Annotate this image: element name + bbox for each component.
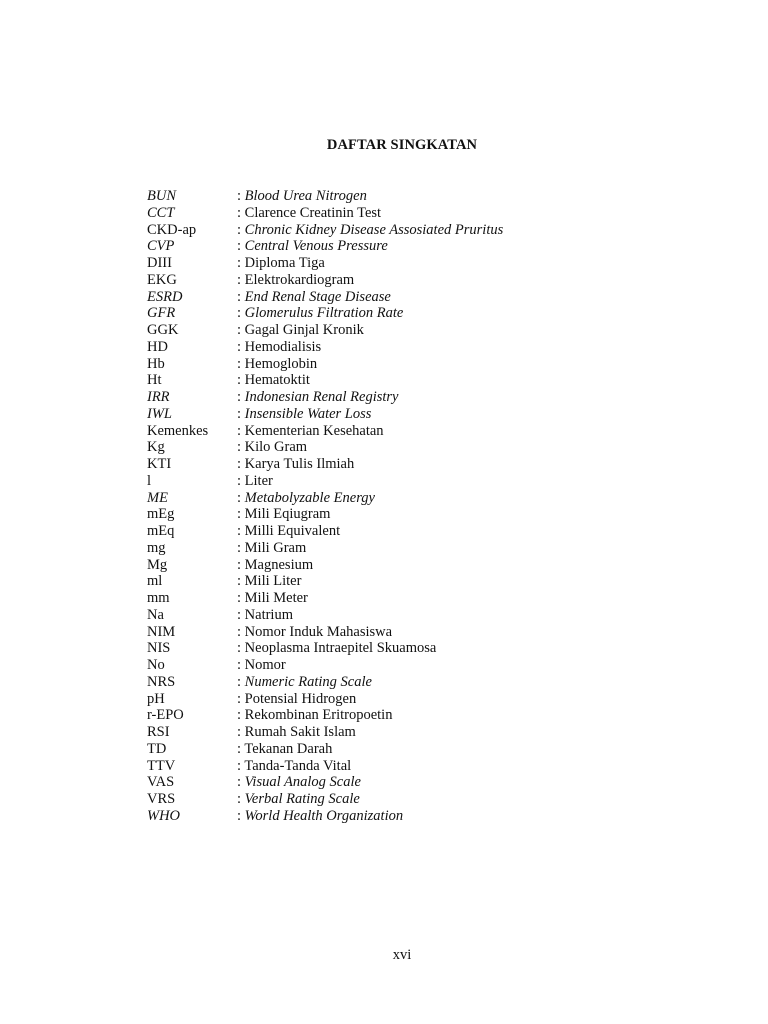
abbreviation-term: RSI: [147, 724, 170, 740]
abbreviation-definition-text: Potensial Hidrogen: [244, 690, 357, 707]
abbreviation-definition-text: Mili Meter: [244, 590, 308, 606]
page-number: xvi: [392, 947, 412, 963]
abbreviation-row: [147, 573, 667, 590]
abbreviation-term: BUN: [147, 188, 176, 204]
abbreviation-row: [147, 557, 667, 574]
abbreviation-term: Kemenkes: [147, 422, 209, 439]
abbreviation-definition-text: Chronic Kidney Disease Assosiated Pruritus: [244, 221, 504, 238]
abbreviation-definition-text: World Health Organization: [244, 807, 404, 824]
abbreviation-row: [147, 238, 667, 255]
abbreviation-definition: : Chronic Kidney Disease Assosiated Pruritus: [237, 221, 504, 238]
abbreviation-definition: : Diploma Tiga: [237, 255, 325, 271]
abbreviation-definition-text: Visual Analog Scale: [244, 774, 361, 791]
abbreviation-definition-text: Mili Liter: [244, 573, 302, 590]
abbreviation-row: [147, 691, 667, 708]
abbreviation-row: [147, 707, 667, 724]
abbreviation-term: TTV: [147, 757, 176, 774]
abbreviation-list: [147, 188, 667, 825]
abbreviation-definition: : Potensial Hidrogen: [237, 690, 357, 707]
abbreviation-definition-text: Metabolyzable Energy: [244, 489, 375, 506]
abbreviation-definition: : Elektrokardiogram: [237, 271, 355, 288]
abbreviation-definition-text: Kilo Gram: [244, 439, 308, 456]
abbreviation-definition-text: Blood Urea Nitrogen: [244, 188, 367, 204]
abbreviation-definition: : Tanda-Tanda Vital: [237, 757, 352, 774]
abbreviation-row: [147, 389, 667, 406]
abbreviation-definition: : Hemodialisis: [237, 338, 322, 355]
abbreviation-term: NIS: [147, 640, 171, 657]
abbreviation-row: [147, 607, 667, 624]
abbreviation-row: [147, 724, 667, 741]
abbreviation-term: Mg: [147, 556, 168, 573]
abbreviation-term: r-EPO: [147, 707, 184, 724]
abbreviation-definition-text: Neoplasma Intraepitel Skuamosa: [244, 640, 437, 657]
abbreviation-row: [147, 774, 667, 791]
abbreviation-definition: : Natrium: [237, 606, 293, 623]
abbreviation-row: [147, 406, 667, 423]
abbreviation-definition: : Glomerulus Filtration Rate: [237, 305, 404, 322]
abbreviation-row: [147, 188, 667, 205]
abbreviation-definition: : Visual Analog Scale: [237, 774, 361, 791]
abbreviation-definition: : Mili Eqiugram: [237, 506, 331, 523]
abbreviation-term: TD: [147, 740, 167, 757]
abbreviation-definition-text: Mili Gram: [244, 539, 307, 556]
abbreviation-definition: : Clarence Creatinin Test: [237, 204, 382, 221]
abbreviation-definition: : Hematoktit: [237, 372, 310, 389]
abbreviation-term: CKD-ap: [147, 221, 197, 238]
abbreviation-row: [147, 356, 667, 373]
abbreviation-term: Kg: [147, 439, 165, 456]
abbreviation-definition: : Hemoglobin: [237, 355, 318, 372]
abbreviation-row: [147, 372, 667, 389]
abbreviation-term: EKG: [147, 271, 177, 288]
abbreviation-definition: : Rumah Sakit Islam: [237, 724, 356, 740]
abbreviation-definition: : Central Venous Pressure: [237, 238, 388, 255]
abbreviation-definition: : Nomor Induk Mahasiswa: [237, 623, 393, 640]
abbreviation-definition-text: Numeric Rating Scale: [244, 673, 372, 690]
abbreviation-row: [147, 523, 667, 540]
abbreviation-row: [147, 590, 667, 607]
abbreviation-term: VAS: [147, 774, 175, 791]
abbreviation-term: mEq: [147, 523, 175, 539]
abbreviation-row: [147, 289, 667, 306]
abbreviation-definition-text: Kementerian Kesehatan: [244, 422, 384, 439]
abbreviation-definition-text: Karya Tulis Ilmiah: [244, 456, 355, 472]
abbreviation-term: mm: [147, 590, 170, 606]
abbreviation-row: [147, 640, 667, 657]
abbreviation-definition-text: Clarence Creatinin Test: [244, 204, 382, 221]
abbreviation-row: [147, 473, 667, 490]
abbreviation-row: [147, 255, 667, 272]
abbreviation-definition-text: Nomor: [244, 657, 286, 673]
abbreviation-definition-text: Rumah Sakit Islam: [244, 724, 356, 740]
abbreviation-row: [147, 339, 667, 356]
abbreviation-term: VRS: [147, 791, 176, 807]
abbreviation-term: No: [147, 657, 165, 673]
abbreviation-definition: : Magnesium: [237, 556, 314, 573]
abbreviation-definition: : Mili Meter: [237, 590, 308, 606]
abbreviation-row: [147, 423, 667, 440]
abbreviation-term: IRR: [147, 389, 170, 405]
abbreviation-row: [147, 791, 667, 808]
abbreviation-definition-text: Central Venous Pressure: [244, 238, 388, 255]
abbreviation-row: [147, 540, 667, 557]
abbreviation-term: NIM: [147, 623, 176, 640]
abbreviation-term: GFR: [147, 305, 176, 322]
abbreviation-definition-text: Nomor Induk Mahasiswa: [244, 623, 393, 640]
abbreviation-term: l: [147, 472, 152, 489]
abbreviation-definition-text: Tekanan Darah: [244, 740, 333, 757]
abbreviation-definition-text: Gagal Ginjal Kronik: [244, 322, 364, 338]
page-title: DAFTAR SINGKATAN: [326, 137, 478, 153]
abbreviation-definition: : Tekanan Darah: [237, 740, 333, 757]
abbreviation-term: NRS: [147, 673, 176, 690]
abbreviation-definition-text: Hemoglobin: [244, 355, 318, 372]
abbreviation-definition: : Mili Gram: [237, 539, 307, 556]
abbreviation-row: [147, 758, 667, 775]
abbreviation-term: Na: [147, 606, 164, 623]
abbreviation-term: ME: [147, 489, 168, 506]
abbreviation-term: ml: [147, 573, 163, 590]
abbreviation-term: GGK: [147, 322, 179, 338]
abbreviation-row: [147, 222, 667, 239]
abbreviation-definition: : Karya Tulis Ilmiah: [237, 456, 355, 472]
abbreviation-term: HD: [147, 338, 168, 355]
abbreviation-term: KTI: [147, 456, 172, 472]
abbreviation-definition: : Kilo Gram: [237, 439, 308, 456]
abbreviation-definition: : Neoplasma Intraepitel Skuamosa: [237, 640, 437, 657]
abbreviation-term: DIII: [147, 255, 172, 271]
abbreviation-definition-text: Elektrokardiogram: [244, 271, 355, 288]
abbreviation-definition: : Indonesian Renal Registry: [237, 389, 399, 405]
abbreviation-row: [147, 657, 667, 674]
abbreviation-term: IWL: [147, 405, 172, 422]
abbreviation-definition-text: Tanda-Tanda Vital: [244, 757, 352, 774]
abbreviation-definition: : Blood Urea Nitrogen: [237, 188, 367, 204]
abbreviation-row: [147, 305, 667, 322]
abbreviation-row: [147, 674, 667, 691]
abbreviation-definition: : Metabolyzable Energy: [237, 489, 375, 506]
abbreviation-definition-text: Indonesian Renal Registry: [244, 389, 399, 405]
abbreviation-definition-text: Mili Eqiugram: [244, 506, 331, 523]
abbreviation-definition: : Liter: [237, 472, 273, 489]
abbreviation-row: [147, 490, 667, 507]
abbreviation-definition: : Insensible Water Loss: [237, 405, 372, 422]
abbreviation-definition-text: Hematoktit: [244, 372, 310, 389]
abbreviation-definition: : Kementerian Kesehatan: [237, 422, 384, 439]
abbreviation-term: ESRD: [147, 288, 183, 305]
abbreviation-definition: : End Renal Stage Disease: [237, 288, 391, 305]
abbreviation-definition-text: Insensible Water Loss: [244, 405, 372, 422]
abbreviation-definition-text: Magnesium: [244, 556, 314, 573]
abbreviation-definition-text: Verbal Rating Scale: [244, 791, 360, 807]
abbreviation-definition-text: Glomerulus Filtration Rate: [244, 305, 404, 322]
abbreviation-term: mEg: [147, 506, 175, 523]
abbreviation-row: [147, 506, 667, 523]
abbreviation-term: CVP: [147, 238, 175, 255]
abbreviation-row: [147, 439, 667, 456]
abbreviation-term: WHO: [147, 807, 181, 824]
abbreviation-definition-text: Diploma Tiga: [244, 255, 325, 271]
abbreviation-definition: : Verbal Rating Scale: [237, 791, 360, 807]
abbreviation-definition: : Milli Equivalent: [237, 523, 341, 539]
abbreviation-definition-text: Hemodialisis: [244, 338, 322, 355]
abbreviation-definition: : Rekombinan Eritropoetin: [237, 707, 393, 724]
abbreviation-term: CCT: [147, 204, 175, 221]
abbreviation-definition-text: Milli Equivalent: [244, 523, 341, 539]
abbreviation-definition: : Gagal Ginjal Kronik: [237, 322, 364, 338]
abbreviation-term: pH: [147, 690, 165, 707]
abbreviation-row: [147, 741, 667, 758]
abbreviation-row: [147, 272, 667, 289]
abbreviation-definition-text: Liter: [244, 472, 273, 489]
abbreviation-term: mg: [147, 539, 166, 556]
abbreviation-row: [147, 456, 667, 473]
abbreviation-row: [147, 624, 667, 641]
abbreviation-term: Hb: [147, 355, 165, 372]
abbreviation-row: [147, 322, 667, 339]
abbreviation-definition-text: Rekombinan Eritropoetin: [244, 707, 393, 724]
abbreviation-term: Ht: [147, 372, 162, 389]
abbreviation-definition: : World Health Organization: [237, 807, 404, 824]
abbreviation-definition: : Mili Liter: [237, 573, 302, 590]
abbreviation-definition: : Nomor: [237, 657, 286, 673]
abbreviation-definition-text: End Renal Stage Disease: [244, 288, 391, 305]
abbreviation-definition: : Numeric Rating Scale: [237, 673, 372, 690]
abbreviation-row: [147, 205, 667, 222]
abbreviation-row: [147, 808, 667, 825]
abbreviation-definition-text: Natrium: [244, 606, 293, 623]
